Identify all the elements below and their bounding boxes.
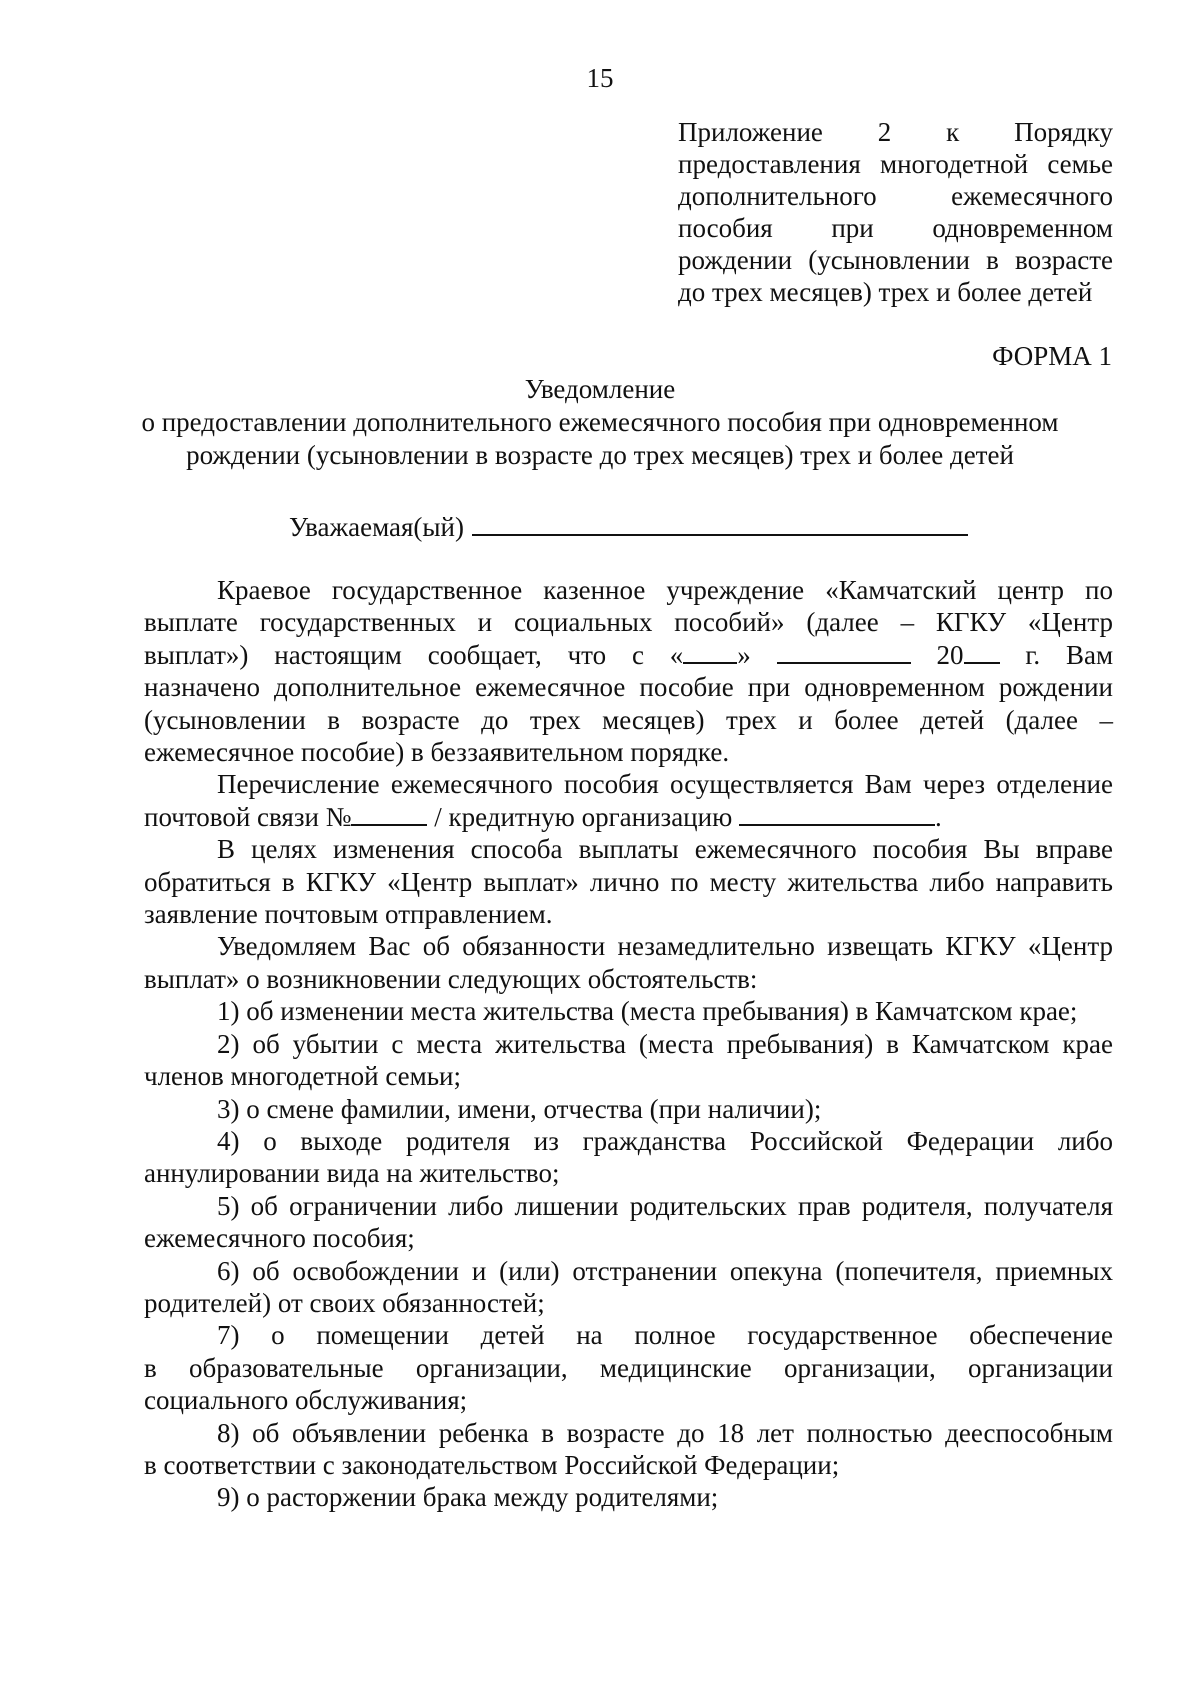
- text-fragment: почтовой связи №: [144, 801, 352, 832]
- date-month-blank[interactable]: [777, 640, 911, 664]
- body-line: (усыновлении в возрасте до трех месяцев) трех и более детей (далее –: [144, 704, 1113, 735]
- list-item-continuation: в образовательные организации, медицинские организации, организации: [144, 1352, 1113, 1383]
- list-item-continuation: социального обслуживания;: [144, 1385, 468, 1416]
- subtitle-line: рождении (усыновлении в возрасте до трех месяцев) трех и более детей: [186, 440, 1014, 470]
- appendix-line: дополнительного ежемесячного: [678, 181, 1113, 211]
- list-item: 3) о смене фамилии, имени, отчества (при наличии);: [217, 1093, 822, 1124]
- body-line: Краевое государственное казенное учреждение «Камчатский центр по: [217, 575, 1113, 605]
- text-fragment: 20: [936, 639, 964, 670]
- appendix-line: Приложение 2 к Порядку: [678, 117, 1113, 147]
- body-line: обратиться в КГКУ «Центр выплат» лично по месту жительства либо направить: [144, 866, 1113, 897]
- date-day-blank[interactable]: [683, 640, 737, 664]
- list-item: 9) о расторжении брака между родителями;: [217, 1482, 719, 1513]
- greeting: [289, 510, 968, 543]
- text-fragment: »: [737, 639, 751, 670]
- text-fragment: «: [669, 639, 684, 670]
- text-fragment: настоящим: [274, 639, 402, 670]
- body-line-blanks: [144, 801, 1113, 833]
- appendix-line: до трех месяцев) трех и более детей: [678, 277, 1093, 307]
- appendix-line: пособия при одновременном: [678, 213, 1113, 243]
- notice-body: [144, 574, 1113, 1514]
- body-line: назначено дополнительное ежемесячное пособие при одновременном рождении: [144, 672, 1113, 703]
- body-line: выплате государственных и социальных пособий» (далее – КГКУ «Центр: [144, 607, 1113, 638]
- appendix-line: предоставления многодетной семье: [678, 149, 1113, 179]
- text-fragment: .: [935, 801, 942, 832]
- list-item: 5) об ограничении либо лишении родительских прав родителя, получателя: [217, 1190, 1113, 1221]
- body-line: Перечисление ежемесячного пособия осуществляется Вам через отделение: [217, 769, 1113, 800]
- text-fragment: сообщает,: [427, 639, 542, 670]
- text-fragment: / кредитную организацию: [434, 801, 733, 832]
- form-label: ФОРМА 1: [992, 341, 1112, 371]
- subtitle-line: о предоставлении дополнительного ежемесячного пособия при одновременном: [141, 407, 1059, 437]
- text-fragment: с: [631, 639, 644, 670]
- post-office-number-blank[interactable]: [351, 802, 427, 826]
- body-line-date: [144, 639, 1113, 671]
- credit-organization-blank[interactable]: [739, 802, 935, 826]
- list-item: 6) об освобождении и (или) отстранении опекуна (попечителя, приемных: [217, 1255, 1113, 1286]
- text-fragment: г.: [1025, 639, 1041, 670]
- list-item: 1) об изменении места жительства (места пребывания) в Камчатском крае;: [217, 996, 1078, 1027]
- body-line: ежемесячное пособие) в беззаявительном порядке.: [144, 737, 730, 768]
- body-line: Уведомляем Вас об обязанности незамедлительно извещать КГКУ «Центр: [217, 931, 1113, 962]
- page-number: 15: [586, 63, 614, 93]
- body-line: выплат» о возникновении следующих обстоятельств:: [144, 963, 758, 994]
- list-item-continuation: аннулировании вида на жительство;: [144, 1158, 560, 1189]
- appendix-note: [678, 116, 1113, 308]
- date-year-blank[interactable]: [964, 640, 1000, 664]
- body-line: В целях изменения способа выплаты ежемесячного пособия Вы вправе: [217, 834, 1113, 865]
- text-fragment: выплат»): [144, 639, 249, 670]
- list-item-continuation: родителей) от своих обязанностей;: [144, 1287, 545, 1318]
- list-item: 8) об объявлении ребенка в возрасте до 18 лет полностью дееспособным: [217, 1417, 1113, 1448]
- list-item: 2) об убытии с места жительства (места пребывания) в Камчатском крае: [217, 1028, 1113, 1059]
- list-item: 7) о помещении детей на полное государственное обеспечение: [217, 1320, 1113, 1351]
- list-item-continuation: в соответствии с законодательством Российской Федерации;: [144, 1449, 840, 1480]
- list-item-continuation: членов многодетной семьи;: [144, 1061, 461, 1092]
- date-year-group: [937, 640, 1000, 670]
- text-fragment: что: [567, 639, 607, 670]
- list-item: 4) о выходе родителя из гражданства Российской Федерации либо: [217, 1125, 1113, 1156]
- text-fragment: Вам: [1066, 639, 1114, 670]
- document-subtitle: [0, 406, 1200, 472]
- recipient-name-blank[interactable]: [472, 510, 968, 536]
- date-day-group: [670, 640, 751, 670]
- appendix-line: рождении (усыновлении в возрасте: [678, 245, 1113, 275]
- list-item-continuation: ежемесячного пособия;: [144, 1223, 415, 1254]
- greeting-label: Уважаемая(ый): [289, 512, 464, 542]
- document-title: Уведомление: [524, 374, 676, 404]
- body-line: заявление почтовым отправлением.: [144, 899, 553, 930]
